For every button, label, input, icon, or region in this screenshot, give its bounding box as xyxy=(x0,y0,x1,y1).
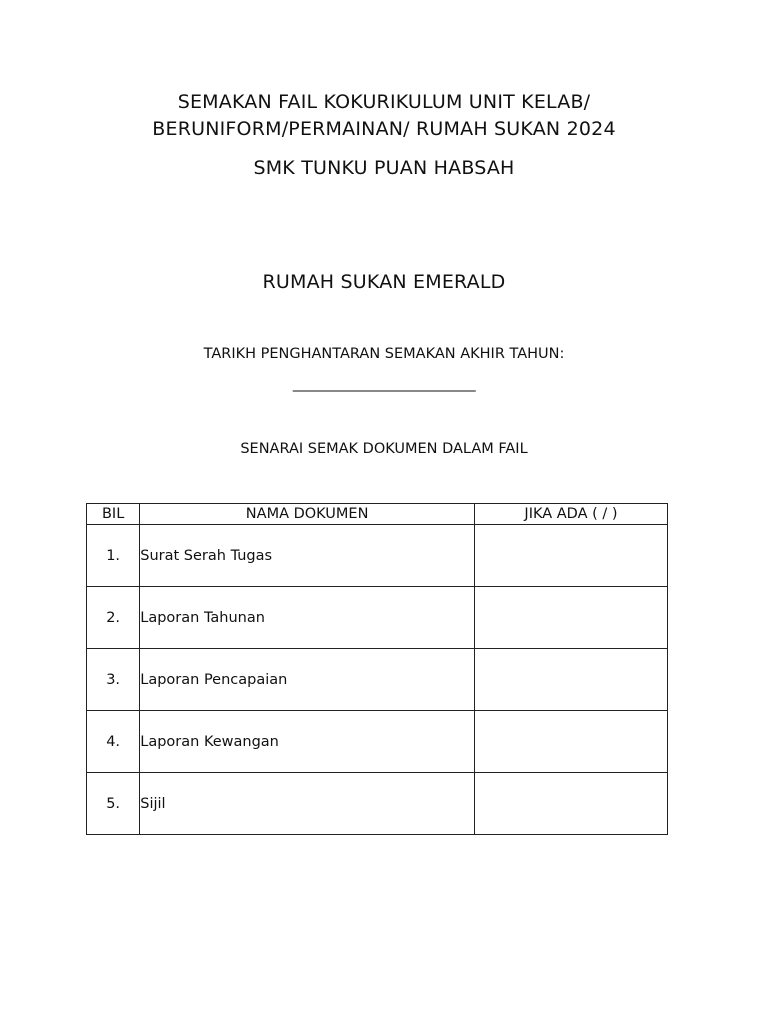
submission-date-blank: ___________________________ xyxy=(292,376,476,392)
table-row xyxy=(87,711,668,773)
table-row xyxy=(87,587,668,649)
header-nama-dokumen: NAMA DOKUMEN xyxy=(140,504,475,525)
row-number: 1. xyxy=(87,525,140,587)
document-checklist-table xyxy=(86,503,668,835)
header-jika-ada: JIKA ADA ( / ) xyxy=(474,504,667,525)
school-name: SMK TUNKU PUAN HABSAH xyxy=(253,157,515,179)
checklist-title: SENARAI SEMAK DOKUMEN DALAM FAIL xyxy=(240,441,528,457)
table-row xyxy=(87,649,668,711)
house-name: RUMAH SUKAN EMERALD xyxy=(262,271,506,293)
availability-check-cell[interactable] xyxy=(474,711,667,773)
row-number: 5. xyxy=(87,773,140,835)
document-name: Sijil xyxy=(140,773,475,835)
row-number: 3. xyxy=(87,649,140,711)
document-title-line-1: SEMAKAN FAIL KOKURIKULUM UNIT KELAB/ xyxy=(177,91,591,113)
availability-check-cell[interactable] xyxy=(474,525,667,587)
availability-check-cell[interactable] xyxy=(474,587,667,649)
document-name: Laporan Kewangan xyxy=(140,711,475,773)
document-name: Surat Serah Tugas xyxy=(140,525,475,587)
table-row xyxy=(87,773,668,835)
header-bil: BIL xyxy=(87,504,140,525)
availability-check-cell[interactable] xyxy=(474,649,667,711)
row-number: 2. xyxy=(87,587,140,649)
document-title-line-2: BERUNIFORM/PERMAINAN/ RUMAH SUKAN 2024 xyxy=(152,118,616,140)
table-row xyxy=(87,525,668,587)
submission-date-label: TARIKH PENGHANTARAN SEMAKAN AKHIR TAHUN: xyxy=(203,346,565,362)
availability-check-cell[interactable] xyxy=(474,773,667,835)
document-name: Laporan Tahunan xyxy=(140,587,475,649)
table-header-row xyxy=(87,504,668,525)
document-name: Laporan Pencapaian xyxy=(140,649,475,711)
row-number: 4. xyxy=(87,711,140,773)
